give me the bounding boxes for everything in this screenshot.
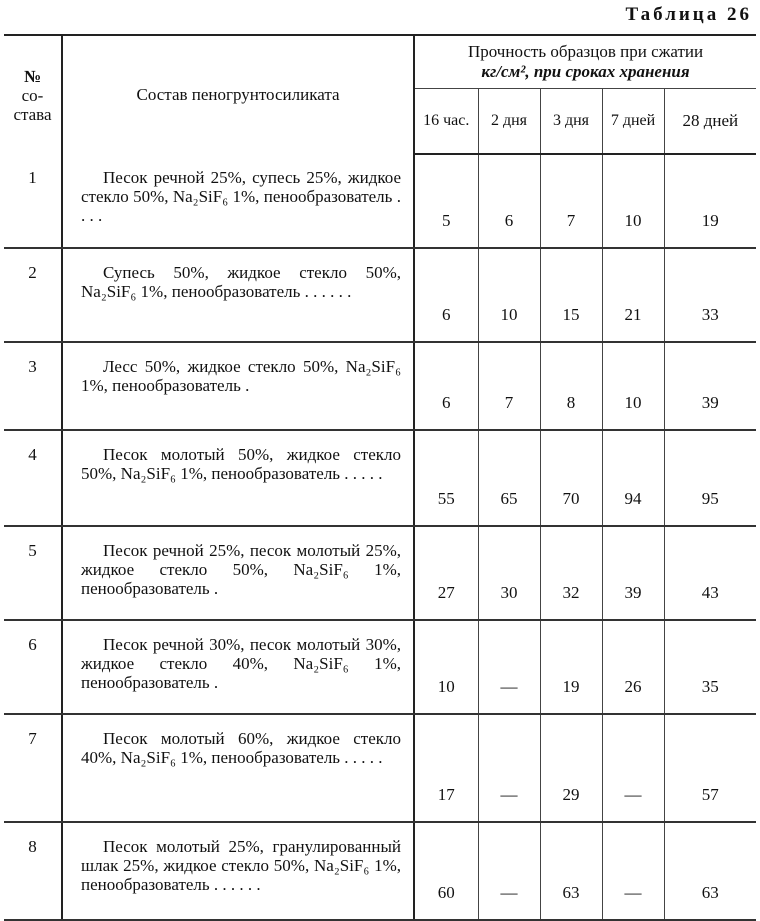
- strength-value: 10: [602, 342, 664, 430]
- strength-value: 63: [664, 822, 756, 920]
- strength-value: 21: [602, 248, 664, 342]
- strength-value: 29: [540, 714, 602, 822]
- strength-value: 33: [664, 248, 756, 342]
- strength-value: 95: [664, 430, 756, 526]
- strength-value: —: [478, 822, 540, 920]
- header-number: [4, 35, 62, 154]
- strength-value: 26: [602, 620, 664, 714]
- row-composition: [62, 430, 414, 526]
- table-row: [4, 620, 756, 714]
- composition-text: Супесь 50%, жидкое стекло 50%, Na₂SiF₆ 1%, пенообразователь . . . . . .: [81, 263, 401, 301]
- table-title: Таблица 26: [625, 4, 752, 25]
- strength-value: 7: [540, 154, 602, 248]
- strength-value: 6: [414, 248, 478, 342]
- composition-text: Песок речной 25%, супесь 25%, жидкое стекло 50%, Na₂SiF₆ 1%, пенообразователь . . . .: [81, 168, 401, 225]
- row-composition: [62, 620, 414, 714]
- strength-value: 32: [540, 526, 602, 620]
- strength-value: 30: [478, 526, 540, 620]
- strength-value: 39: [602, 526, 664, 620]
- row-composition: [62, 248, 414, 342]
- strength-value: 10: [414, 620, 478, 714]
- row-number: 6: [4, 620, 62, 714]
- row-composition: [62, 714, 414, 822]
- strength-value: —: [478, 714, 540, 822]
- strength-value: 60: [414, 822, 478, 920]
- row-number: 3: [4, 342, 62, 430]
- table-body: [4, 154, 756, 920]
- row-composition: [62, 822, 414, 920]
- strength-value: 5: [414, 154, 478, 248]
- strength-value: 19: [540, 620, 602, 714]
- composition-text: Песок молотый 50%, жидкое стекло 50%, Na₂SiF₆ 1%, пенообразователь . . . . .: [81, 445, 401, 483]
- header-period: 2 дня: [478, 89, 540, 155]
- header-composition: Состав пеногрунтосиликата: [62, 35, 414, 154]
- strength-value: 27: [414, 526, 478, 620]
- strength-value: 10: [478, 248, 540, 342]
- strength-value: 55: [414, 430, 478, 526]
- table-row: [4, 822, 756, 920]
- header-strength-title: Прочность образцов при сжатии: [467, 42, 704, 61]
- composition-text: Лесс 50%, жидкое стекло 50%, Na₂SiF₆ 1%, пенообразователь .: [81, 357, 401, 395]
- strength-table: [4, 34, 756, 921]
- strength-value: 6: [478, 154, 540, 248]
- strength-value: 57: [664, 714, 756, 822]
- table-row: [4, 342, 756, 430]
- strength-value: 10: [602, 154, 664, 248]
- table-row: [4, 154, 756, 248]
- row-number: 7: [4, 714, 62, 822]
- row-number: 8: [4, 822, 62, 920]
- header-strength-units: кг/см², при сроках хранения: [481, 62, 690, 81]
- row-composition: [62, 342, 414, 430]
- strength-value: 35: [664, 620, 756, 714]
- strength-value: 6: [414, 342, 478, 430]
- strength-value: 7: [478, 342, 540, 430]
- row-number: 1: [4, 154, 62, 248]
- table-row: [4, 430, 756, 526]
- header-period: 3 дня: [540, 89, 602, 155]
- strength-value: 94: [602, 430, 664, 526]
- strength-value: —: [478, 620, 540, 714]
- row-composition: [62, 154, 414, 248]
- header-number-line: става: [13, 104, 52, 124]
- header-number-line: со-: [21, 85, 44, 105]
- table-row: [4, 526, 756, 620]
- composition-text: Песок молотый 25%, гранулированный шлак 25%, жидкое стекло 50%, Na₂SiF₆ 1%, пенообразователь . . . . . .: [81, 837, 401, 894]
- row-composition: [62, 526, 414, 620]
- strength-value: 63: [540, 822, 602, 920]
- header-period: 28 дней: [664, 89, 756, 155]
- table-row: [4, 714, 756, 822]
- strength-value: 19: [664, 154, 756, 248]
- composition-text: Песок речной 30%, песок молотый 30%, жидкое стекло 40%, Na₂SiF₆ 1%, пенообразователь .: [81, 635, 401, 692]
- strength-value: 15: [540, 248, 602, 342]
- strength-value: 43: [664, 526, 756, 620]
- strength-value: 39: [664, 342, 756, 430]
- composition-text: Песок молотый 60%, жидкое стекло 40%, Na₂SiF₆ 1%, пенообразователь . . . . .: [81, 729, 401, 767]
- composition-text: Песок речной 25%, песок молотый 25%, жидкое стекло 50%, Na₂SiF₆ 1%, пенообразователь .: [81, 541, 401, 598]
- strength-value: 70: [540, 430, 602, 526]
- strength-value: 8: [540, 342, 602, 430]
- table-row: [4, 248, 756, 342]
- strength-value: —: [602, 822, 664, 920]
- strength-value: 17: [414, 714, 478, 822]
- row-number: 4: [4, 430, 62, 526]
- header-period: 7 дней: [602, 89, 664, 155]
- row-number: 2: [4, 248, 62, 342]
- strength-value: —: [602, 714, 664, 822]
- header-strength-group: [414, 35, 756, 89]
- header-period: 16 час.: [414, 89, 478, 155]
- row-number: 5: [4, 526, 62, 620]
- strength-value: 65: [478, 430, 540, 526]
- header-number-line: №: [23, 66, 42, 86]
